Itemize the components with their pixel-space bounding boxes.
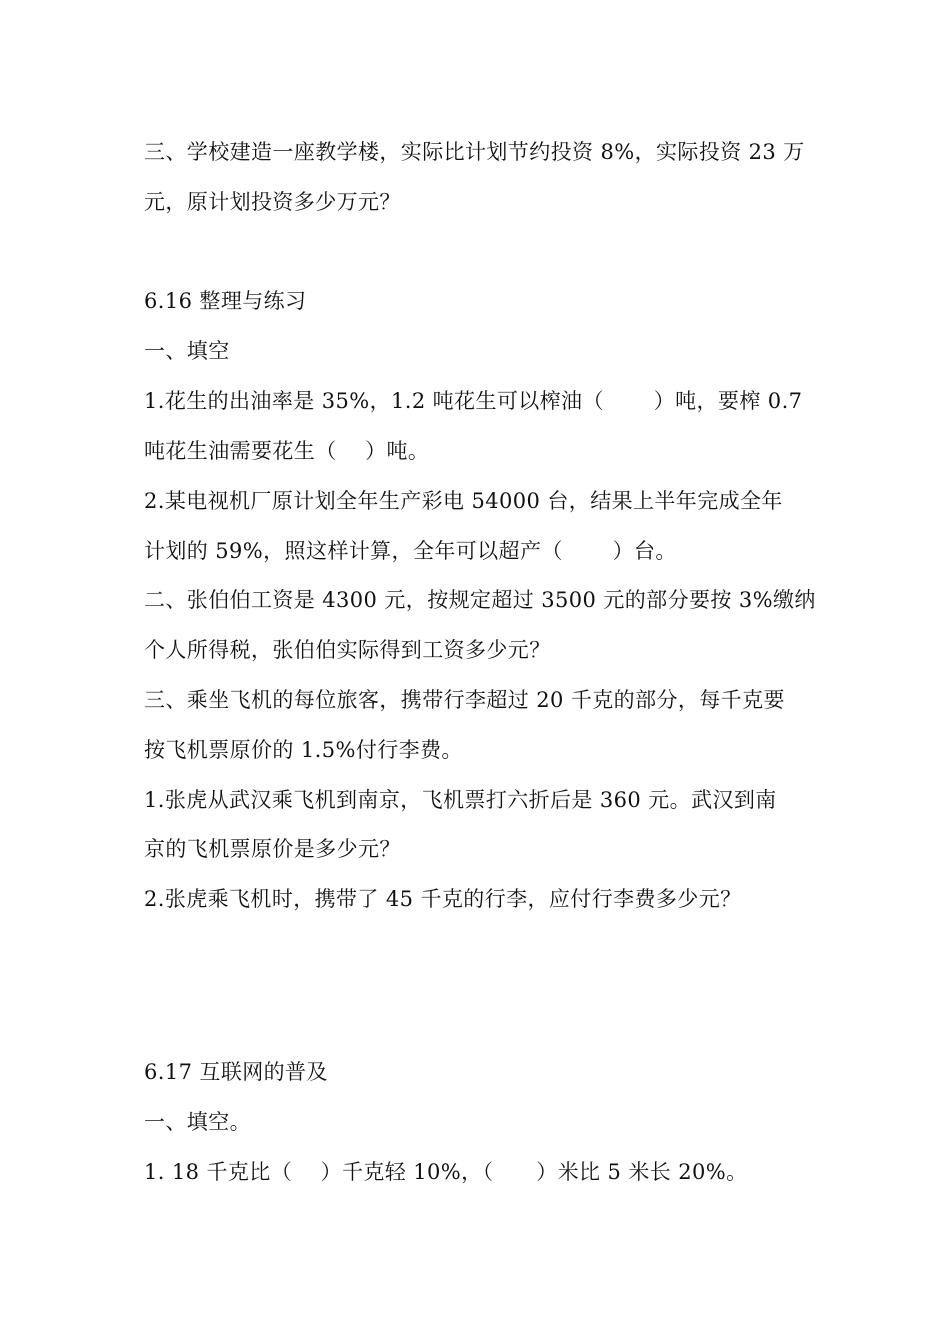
subquestion-1-line-1: 1.张虎从武汉乘飞机到南京，飞机票打六折后是 360 元。武汉到南	[144, 788, 777, 812]
problem-2-tax-line-1: 二、张伯伯工资是 4300 元，按规定超过 3500 元的部分要按 3%缴纳	[144, 588, 816, 612]
problem-3-investment-line-2: 元，原计划投资多少万元？	[144, 190, 401, 214]
subquestion-2-line-1: 2.张虎乘飞机时，携带了 45 千克的行李，应付行李费多少元？	[144, 887, 742, 911]
question-1-line-1: 1.花生的出油率是 35%，1.2 吨花生可以榨油（ ）吨，要榨 0.7	[144, 389, 803, 413]
problem-3-investment-line-1: 三、学校建造一座教学楼，实际比计划节约投资 8%，实际投资 23 万	[144, 140, 805, 164]
question-1-line-3: 1. 18 千克比（ ）千克轻 10%，（ ）米比 5 米长 20%。	[144, 1160, 748, 1184]
fill-blank-heading-2: 一、填空。	[144, 1110, 251, 1134]
problem-3-luggage-line-2: 按飞机票原价的 1.5%付行李费。	[144, 738, 463, 762]
section-title-6-17: 6.17 互联网的普及	[144, 1060, 328, 1084]
problem-2-tax-line-2: 个人所得税，张伯伯实际得到工资多少元？	[144, 638, 551, 662]
problem-3-luggage-line-1: 三、乘坐飞机的每位旅客，携带行李超过 20 千克的部分，每千克要	[144, 688, 785, 712]
question-2-line-1: 2.某电视机厂原计划全年生产彩电 54000 台，结果上半年完成全年	[144, 489, 783, 513]
question-2-line-2: 计划的 59%，照这样计算，全年可以超产（ ）台。	[144, 539, 677, 563]
subquestion-1-line-2: 京的飞机票原价是多少元？	[144, 837, 401, 861]
question-1-line-2: 吨花生油需要花生（ ）吨。	[144, 439, 430, 463]
fill-blank-heading: 一、填空	[144, 339, 230, 363]
section-title-6-16: 6.16 整理与练习	[144, 289, 307, 313]
